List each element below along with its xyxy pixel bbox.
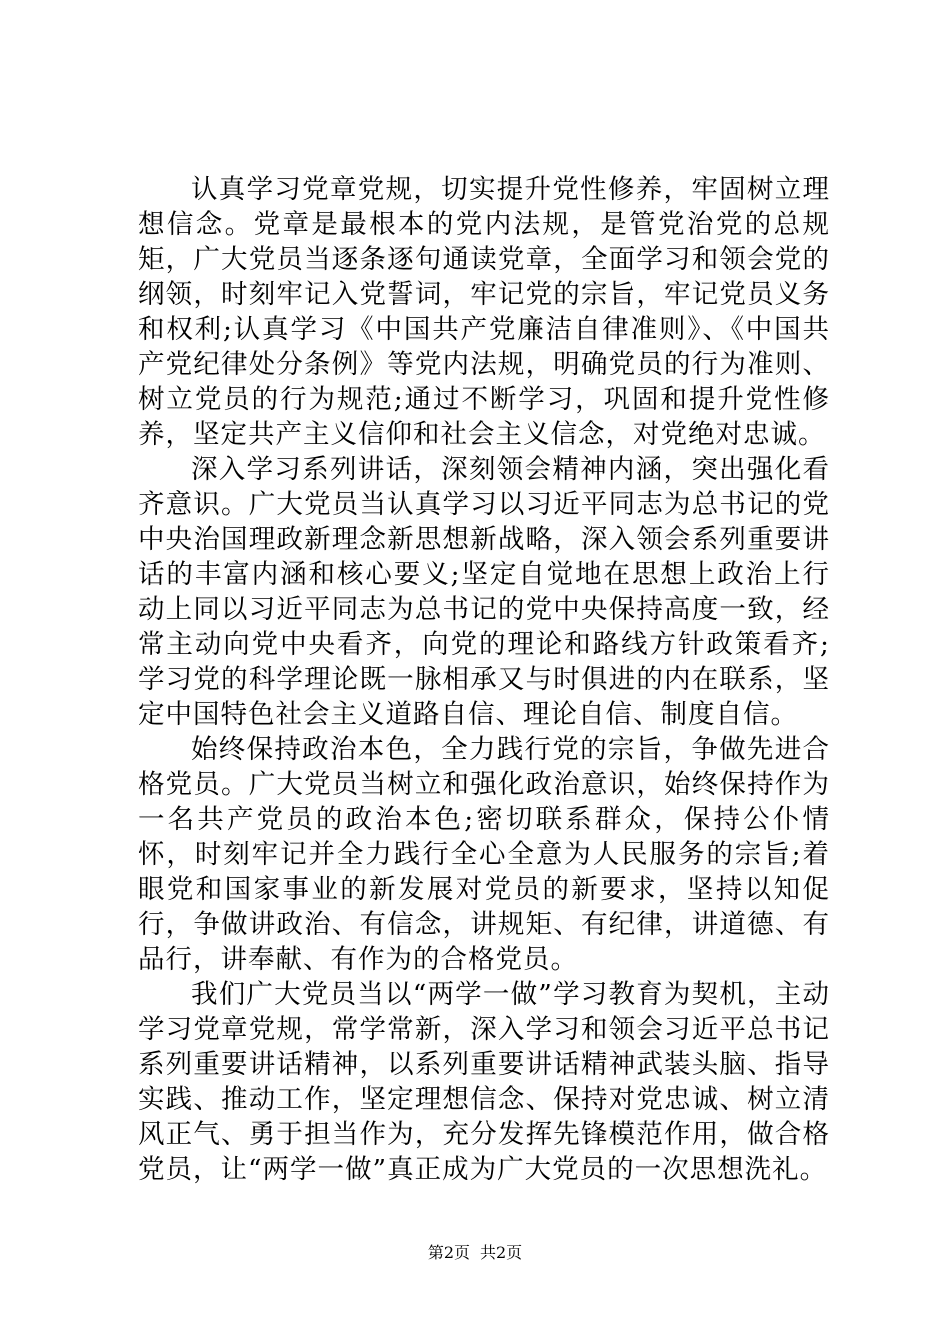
page-total: 共2页	[480, 1243, 523, 1262]
paragraph-1: 认真学习党章党规，切实提升党性修养，牢固树立理想信念。党章是最根本的党内法规，是管党治党的总规矩，广大党员当逐条逐句通读党章，全面学习和领会党的纲领，时刻牢记入党誓词，牢记党的宗旨，牢记党员义务和权利;认真学习《中国共产党廉洁自律准则》、《中国共产党纪律处分条例》等党内法规，明确党员的行为准则、树立党员的行为规范;通过不断学习，巩固和提升党性修养，坚定共产主义信仰和社会主义信念，对党绝对忠诚。	[138, 174, 830, 450]
page-number: 第2页	[427, 1243, 470, 1262]
paragraph-4: 我们广大党员当以“两学一做”学习教育为契机，主动学习党章党规，常学常新，深入学习和领会习近平总书记系列重要讲话精神，以系列重要讲话精神武装头脑、指导实践、推动工作，坚定理想信念、保持对党忠诚、树立清风正气、勇于担当作为，充分发挥先锋模范作用，做合格党员，让“两学一做”真正成为广大党员的一次思想洗礼。	[138, 979, 830, 1185]
page-footer	[0, 1243, 950, 1263]
document-body	[138, 172, 830, 1187]
paragraph-2: 深入学习系列讲话，深刻领会精神内涵，突出强化看齐意识。广大党员当认真学习以习近平同志为总书记的党中央治国理政新理念新思想新战略，深入领会系列重要讲话的丰富内涵和核心要义;坚定自觉地在思想上政治上行动上同以习近平同志为总书记的党中央保持高度一致，经常主动向党中央看齐，向党的理论和路线方针政策看齐;学习党的科学理论既一脉相承又与时俱进的内在联系，坚定中国特色社会主义道路自信、理论自信、制度自信。	[138, 454, 830, 730]
paragraph-3: 始终保持政治本色，全力践行党的宗旨，争做先进合格党员。广大党员当树立和强化政治意识，始终保持作为一名共产党员的政治本色;密切联系群众，保持公仆情怀，时刻牢记并全力践行全心全意为人民服务的宗旨;着眼党和国家事业的新发展对党员的新要求，坚持以知促行，争做讲政治、有信念，讲规矩、有纪律，讲道德、有品行，讲奉献、有作为的合格党员。	[138, 734, 830, 975]
